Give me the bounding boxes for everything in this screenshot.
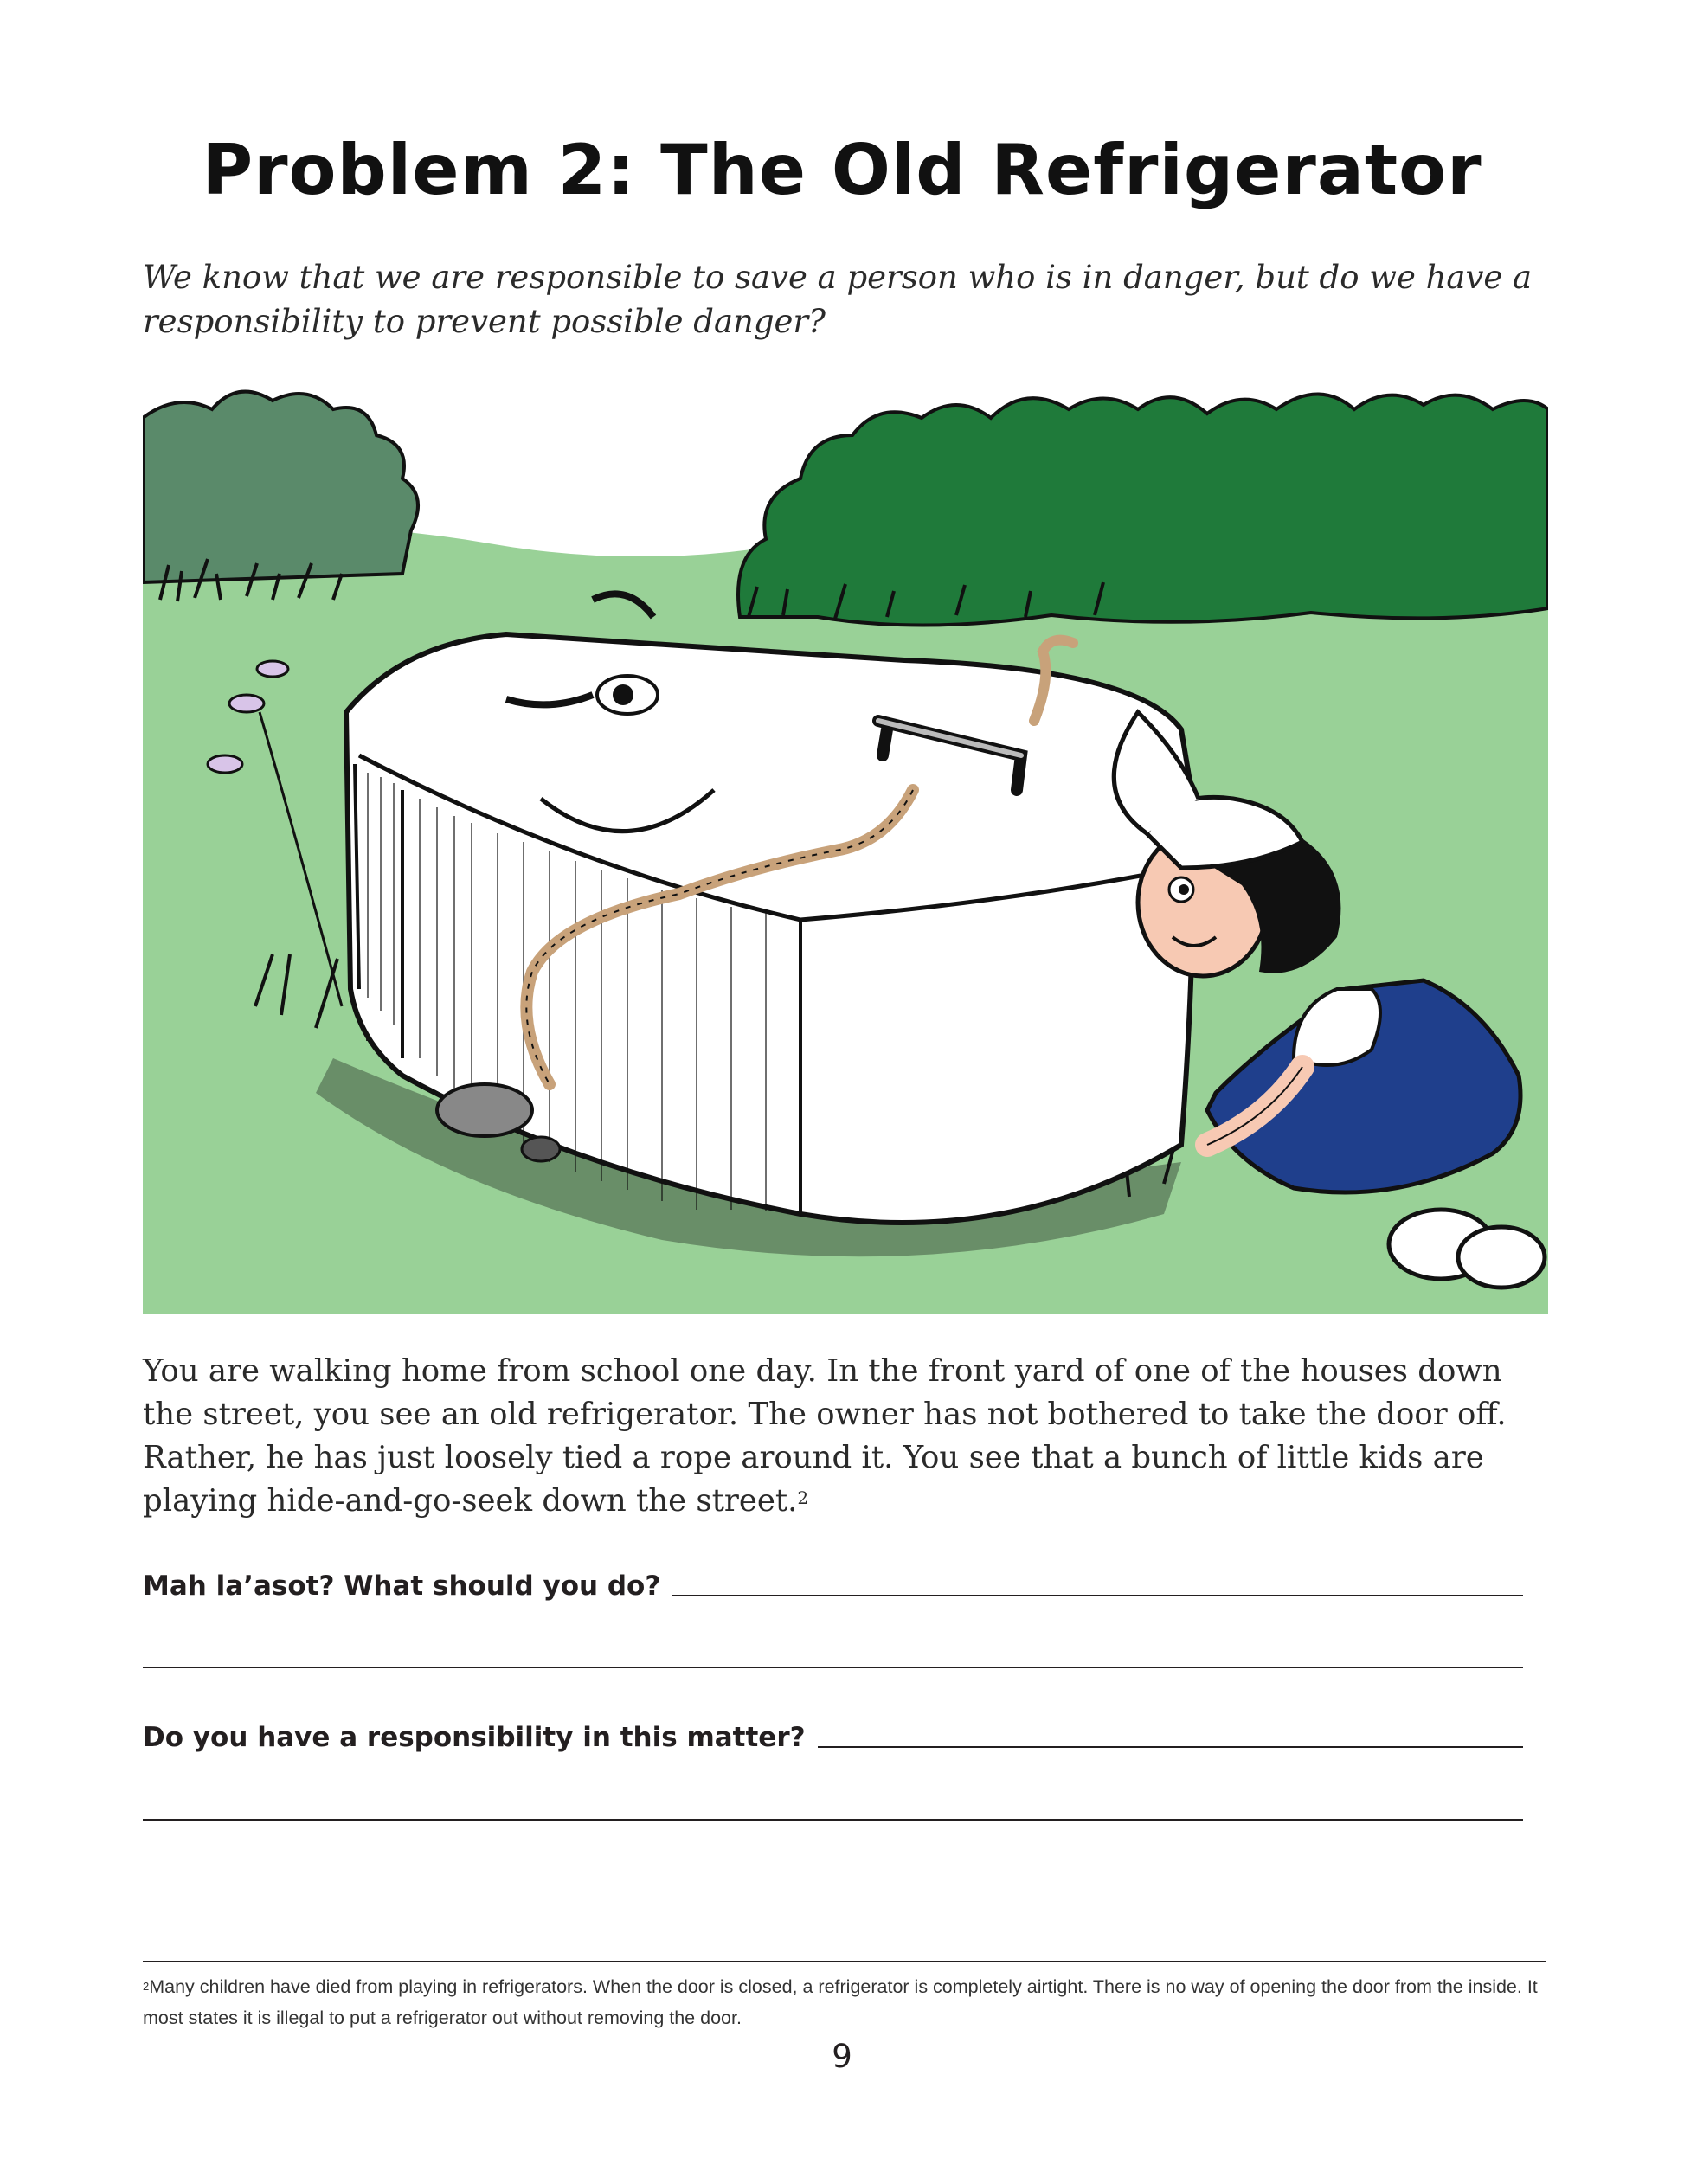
story-text: You are walking home from school one day. In the front yard of one of the houses down the street, you see an old refrigerator. The owner has not bothered to take the door off. Rather, he has just loosely tied a rope around it. You see that a bunch of little kids are playing hide-and-go-seek down the street. bbox=[143, 1353, 1507, 1519]
answer-line[interactable] bbox=[143, 1667, 1523, 1668]
footnote-marker: 2 bbox=[143, 1980, 150, 1993]
answer-line[interactable] bbox=[143, 1819, 1523, 1821]
page-title: Problem 2: The Old Refrigerator bbox=[202, 130, 1482, 210]
story-paragraph bbox=[143, 1350, 1553, 1523]
answer-line[interactable] bbox=[672, 1593, 1523, 1596]
answer-line[interactable] bbox=[818, 1744, 1523, 1748]
question-label: Mah la’asot? What should you do? bbox=[143, 1571, 661, 1602]
right-bush bbox=[738, 395, 1548, 626]
footnote-text: Many children have died from playing in refrigerators. When the door is closed, a refrigerator is completely airtight. There is no way of opening the door from the inside. It most states it is illegal to put a refrigerator out without removing the door. bbox=[143, 1976, 1538, 2028]
intro-question: We know that we are responsible to save a person who is in danger, but do we have a responsibility to prevent possible danger? bbox=[143, 259, 1533, 340]
footnote bbox=[143, 1971, 1549, 2033]
page-number: 9 bbox=[832, 2038, 852, 2075]
rock bbox=[437, 1084, 532, 1136]
story-footnote-marker: 2 bbox=[797, 1487, 809, 1508]
footnote-divider bbox=[143, 1961, 1546, 1962]
question-row-responsibility bbox=[143, 1722, 1523, 1753]
question-row-what-to-do bbox=[143, 1571, 1523, 1602]
question-label: Do you have a responsibility in this matter? bbox=[143, 1722, 806, 1753]
refrigerator-illustration bbox=[143, 383, 1548, 1314]
